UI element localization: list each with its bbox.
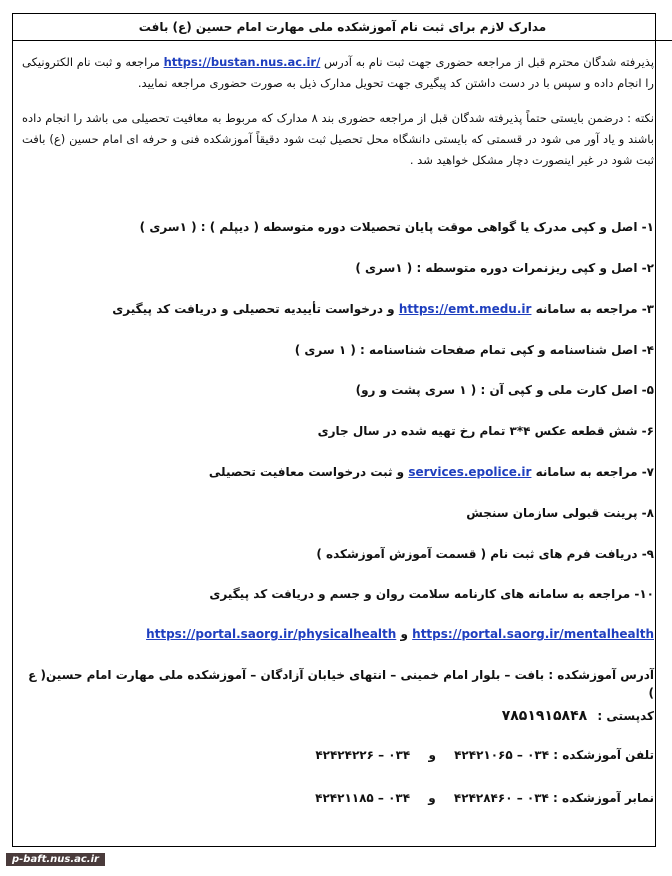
fax-joiner: و [428, 791, 436, 805]
list-item-1: ۱- اصل و کپی مدرک یا گواهی موقت پایان تحصیلات دوره متوسطه ( دیپلم ) : ( ۱سری ) [139, 220, 654, 234]
health-links-joiner: و [400, 627, 408, 641]
fax-line [22, 789, 654, 807]
list-item-7-after: و ثبت درخواست معافیت تحصیلی [208, 465, 405, 479]
list-item-3 [22, 300, 654, 318]
note-paragraph: نکته : درضمن بایستی حتماً پذیرفته شدگان قبل از مراجعه حضوری بند ۸ مدارک که مربوط به معافیت تحصیلی می باشد را انجام داده باشند و یاد آور می شود در قسمتی که بایستی دانشگاه محل تحصیل ثبت شود دقیقاً آموزشکده فنی و حرفه ای امام حسین (ع) بافت ثبت شود در غیر اینصورت دچار مشکل خواهید شد . [22, 111, 654, 167]
page-title: مدارک لازم برای ثبت نام آموزشکده ملی مهارت امام حسین (ع) بافت [13, 14, 672, 41]
list-item-2: ۲- اصل و کپی ریزنمرات دوره متوسطه : ( ۱سری ) [355, 261, 654, 275]
postal-value: ۷۸۵۱۹۱۵۸۴۸ [501, 708, 588, 724]
address-line: آدرس آموزشکده : بافت – بلوار امام خمینی – انتهای خیابان آزادگان – آموزشکده ملی مهارت امام حسین( ع ) [28, 668, 654, 700]
fax-label: نمابر آموزشکده : [553, 791, 654, 805]
site-watermark: p-baft.nus.ac.ir [6, 853, 105, 866]
physical-health-link[interactable]: https://portal.saorg.ir/physicalhealth [146, 627, 397, 641]
postal-line [22, 707, 654, 725]
mental-health-link[interactable]: https://portal.saorg.ir/mentalhealth [412, 627, 654, 641]
list-item-7 [22, 463, 654, 481]
intro-paragraph [22, 52, 654, 94]
fax-value-1: ۰۳۴ – ۴۲۴۲۸۴۶۰ [453, 791, 549, 805]
list-item-9: ۹- دریافت فرم های ثبت نام ( قسمت آموزش آموزشکده ) [316, 547, 654, 561]
list-item-7-before: ۷- مراجعه به سامانه [535, 465, 654, 479]
emt-link[interactable]: https://emt.medu.ir [398, 302, 532, 316]
list-item-6: ۶- شش قطعه عکس ۴*۳ تمام رخ تهیه شده در سال جاری [317, 424, 654, 438]
list-item-8: ۸- پرینت قبولی سازمان سنجش [466, 506, 654, 520]
intro-before-link: پذیرفته شدگان محترم قبل از مراجعه حضوری جهت ثبت نام به آدرس [324, 55, 655, 69]
bustan-link[interactable]: https://bustan.nus.ac.ir/ [163, 55, 321, 69]
phone-label: تلفن آموزشکده : [553, 748, 654, 762]
phone-joiner: و [428, 748, 436, 762]
postal-label: کدپستی : [597, 709, 654, 723]
list-item-5: ۵- اصل کارت ملی و کپی آن : ( ۱ سری پشت و رو) [355, 383, 654, 397]
phone-value-1: ۰۳۴ – ۴۲۴۲۱۰۶۵ [454, 748, 550, 762]
list-item-3-before: ۳- مراجعه به سامانه [535, 302, 654, 316]
phone-line [22, 746, 654, 764]
list-item-3-after: و درخواست تأییدیه تحصیلی و دریافت کد پیگیری [112, 302, 395, 316]
epolice-link[interactable]: services.epolice.ir [408, 465, 532, 479]
phone-value-2: ۰۳۴ – ۴۲۴۲۴۲۲۶ [315, 748, 411, 762]
fax-value-2: ۰۳۴ – ۴۲۴۲۱۱۸۵ [315, 791, 411, 805]
list-item-4: ۴- اصل شناسنامه و کپی تمام صفحات شناسنامه : ( ۱ سری ) [294, 343, 654, 357]
list-item-10: ۱۰- مراجعه به سامانه های کارنامه سلامت روان و جسم و دریافت کد پیگیری [209, 587, 654, 601]
health-links-row [22, 625, 654, 643]
intro-block [22, 52, 654, 171]
intro-after-link: مراجعه و ثبت نام الکترونیکی را انجام داده و سپس با در دست داشتن کد پیگیری جهت تحویل مدارک ذیل به صورت حضوری مراجعه نمایید. [22, 55, 654, 90]
